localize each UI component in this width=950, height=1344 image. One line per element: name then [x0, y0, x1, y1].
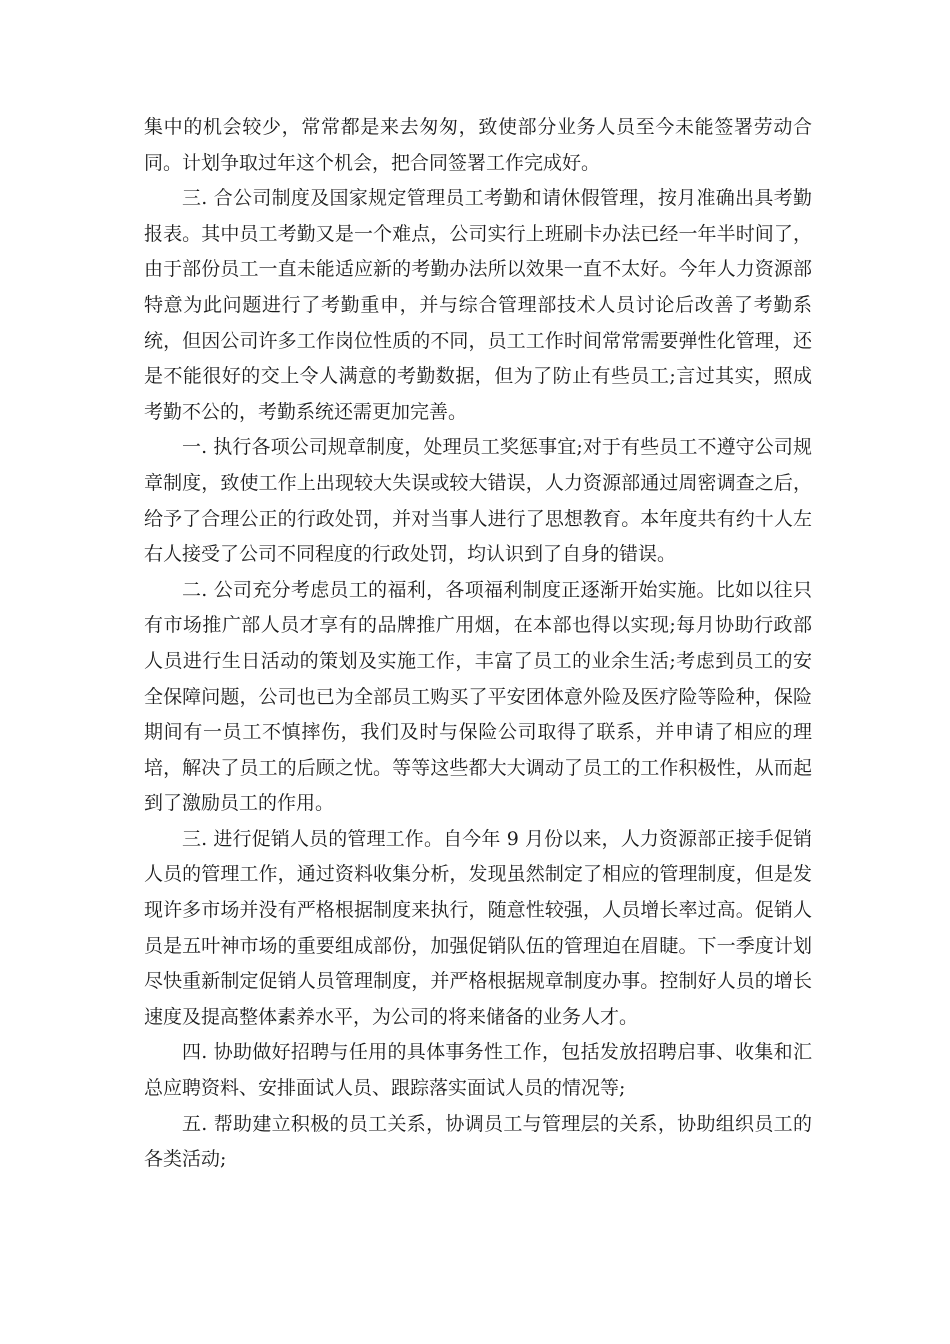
paragraph-promotion-staff: 三. 进行促销人员的管理工作。自今年 9 月份以来，人力资源部正接手促销人员的管理工作，通过资料收集分析，发现虽然制定了相应的管理制度，但是发现许多市场并没有严格根据制度来执行，随意性较强，人员增长率过高。促销人员是五叶神市场的重要组成部份，加强促销队伍的管理迫在眉睫。下一季度计划尽快重新制定促销人员管理制度，并严格根据规章制度办事。控制好人员的增长速度及提高整体素养水平，为公司的将来储备的业务人才。 — [144, 827, 812, 1028]
paragraph-welfare: 二. 公司充分考虑员工的福利，各项福利制度正逐渐开始实施。比如以往只有市场推广部人员才享有的品牌推广用烟，在本部也得以实现;每月协助行政部人员进行生日活动的策划及实施工作，丰富了员工的业余生活;考虑到员工的安全保障问题，公司也已为全部员工购买了平安团体意外险及医疗险等险种，保险期间有一员工不慎摔伤，我们及时与保险公司取得了联系，并申请了相应的理培，解决了员工的后顾之忧。等等这些都大大调动了员工的工作积极性，从而起到了激励员工的作用。 — [144, 578, 812, 815]
paragraph-attendance: 三. 合公司制度及国家规定管理员工考勤和请休假管理，按月准确出具考勤报表。其中员工考勤又是一个难点，公司实行上班刷卡办法已经一年半时间了，由于部份员工一直未能适应新的考勤办法所以效果一直不太好。今年人力资源部特意为此问题进行了考勤重申，并与综合管理部技术人员讨论后改善了考勤系统，但因公司许多工作岗位性质的不同，员工工作时间常常需要弹性化管理，还是不能很好的交上令人满意的考勤数据，但为了防止有些员工;言过其实，照成考勤不公的，考勤系统还需更加完善。 — [144, 187, 812, 423]
document-body — [144, 110, 812, 1178]
paragraph-employee-relations: 五. 帮助建立积极的员工关系，协调员工与管理层的关系，协助组织员工的各类活动; — [144, 1112, 812, 1171]
paragraph-recruitment: 四. 协助做好招聘与任用的具体事务性工作，包括发放招聘启事、收集和汇总应聘资料、安排面试人员、跟踪落实面试人员的情况等; — [144, 1041, 812, 1100]
paragraph-continued: 集中的机会较少，常常都是来去匆匆，致使部分业务人员至今未能签署劳动合同。计划争取过年这个机会，把合同签署工作完成好。 — [144, 116, 812, 174]
paragraph-rules: 一. 执行各项公司规章制度，处理员工奖惩事宜;对于有些员工不遵守公司规章制度，致使工作上出现较大失误或较大错误，人力资源部通过周密调查之后，给予了合理公正的行政处罚，并对当事人进行了思想教育。本年度共有约十人左右人接受了公司不同程度的行政处罚，均认识到了自身的错误。 — [144, 436, 812, 566]
